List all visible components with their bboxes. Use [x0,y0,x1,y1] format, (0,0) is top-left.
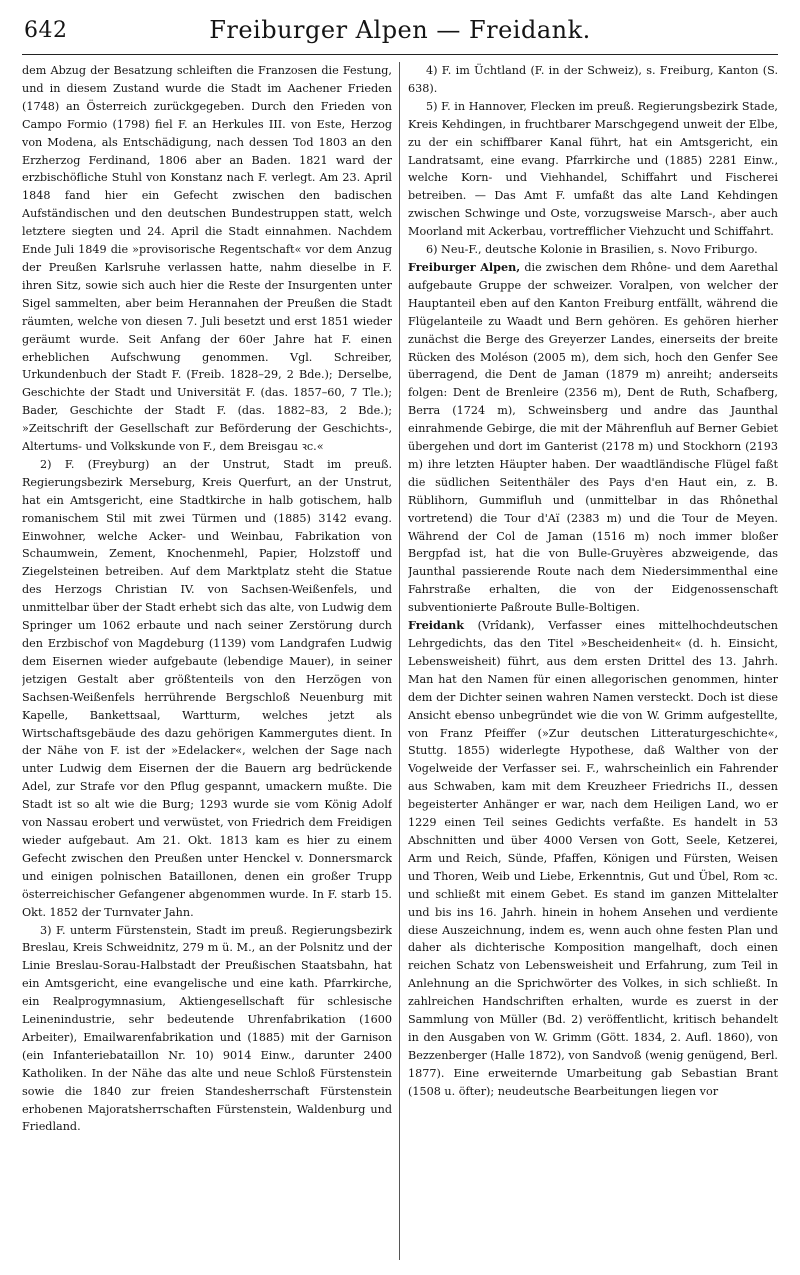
paragraph-freiburg-history: dem Abzug der Besatzung schleiften die Franzosen die Festung, und in diesem Zustand wurde die Stadt im Aachener Frieden (1748) an Österreich zurückgegeben. Durch den Frieden von Campo Formio (1798) fiel F. an Herkules III. von Este, Herzog von Modena, als Entschädigung, nach dessen Tod 1803 an den Erzherzog Ferdinand, 1806 aber an Baden. 1821 ward der erzbischöfliche Stuhl von Konstanz nach F. verlegt. Am 23. April 1848 fand hier ein Gefecht zwischen den badischen Aufständischen und den deutschen Bundestruppen statt, welch letztere siegten und 24. April die Stadt einnahmen. Nachdem Ende Juli 1849 die »provisorische Regentschaft« vor dem Anzug der Preußen Karlsruhe verlassen hatte, nahm dieselbe in F. ihren Sitz, sowie sich auch hier die Reste der Insurgenten unter Sigel sammelten, aber beim Herannahen der Preußen die Stadt räumten, welche von diesen 7. Juli besetzt und erst 1851 wieder geräumt wurde. Seit Anfang der 60er Jahre hat F. einen erheblichen Aufschwung genommen. Vgl. Schreiber, Urkundenbuch der Stadt F. (Freib. 1828–29, 2 Bde.); Derselbe, Geschichte der Stadt und Universität F. (das. 1857–60, 7 Tle.); Bader, Geschichte der Stadt F. (das. 1882–83, 2 Bde.); »Zeitschrift der Gesellschaft zur Beförderung der Geschichts-, Altertums- und Volkskunde von F., dem Breisgau ꝛc.« [22,64,392,454]
entry-freiburger-alpen [408,259,778,617]
paragraph-neu-freiburg: 6) Neu-F., deutsche Kolonie in Brasilien, s. Novo Friburgo. [426,243,758,257]
paragraph-freiburg-fuerstenstein: 3) F. unterm Fürstenstein, Stadt im preuß. Regierungsbezirk Breslau, Kreis Schweidnitz, 279 m ü. M., an der Polsnitz und der Linie Breslau-Sorau-Halbstadt der Preußischen Staatsbahn, hat ein Amtsgericht, eine evangelische und eine kath. Pfarrkirche, ein Realprogymnasium, Aktiengesellschaft für schlesische Leinenindustrie, sehr bedeutende Uhrenfabrikation (1600 Arbeiter), Emailwarenfabrikation und (1885) mit der Garnison (ein Infanteriebataillon Nr. 10) 9014 Einw., darunter 2400 Katholiken. In der Nähe das alte und neue Schloß Fürstenstein sowie die 1840 zur freien Standesherrschaft Fürstenstein erhobenen Majoratsherrschaften Fürstenstein, Waldenburg und Friedland. [22,923,392,1134]
text-columns [22,62,778,1264]
left-column [22,62,392,1264]
paragraph-freiburg-uechtland: 4) F. im Üchtland (F. in der Schweiz), s. Freiburg, Kanton (S. 638). [408,64,778,95]
page-header [22,12,778,55]
right-column [408,62,778,1264]
entry-body: (Vrîdank), Verfasser eines mittelhochdeutschen Lehrgedichts, das den Titel »Bescheidenheit« (d. h. Einsicht, Lebensweisheit) führt, aus dem ersten Drittel des 13. Jahrh. Man hat den Namen für einen allegorischen genommen, hinter dem der Dichter seinen wahren Namen versteckt. Doch ist diese Ansicht ebenso unbegründet wie die von W. Grimm aufgestellte, von Franz Pfeiffer (»Zur deutschen Litteraturgeschichte«, Stuttg. 1855) widerlegte Hypothese, daß Walther von der Vogelweide der Verfasser sei. F., wahrscheinlich ein Fahrender aus Schwaben, kam mit dem Kreuzheer Friedrichs II., dessen begeisterter Anhänger er war, nach dem Heiligen Land, wo er 1229 einen Teil seines Gedichts verfaßte. Es handelt in 53 Abschnitten und über 4000 Versen von Gott, Seele, Ketzerei, Arm und Reich, Sünde, Pfaffen, Königen und Fürsten, Weisen und Thoren, Weib und Liebe, Erkenntnis, Gut und Übel, Rom ꝛc. und schließt mit einem Gebet. Es stand im ganzen Mittelalter und bis ins 16. Jahrh. hinein in hohem Ansehen und verdiente diese Auszeichnung, indem es, wenn auch ohne festen Plan und daher als dichterische Komposition mangelhaft, doch einen reichen Schatz von Lebensweisheit und Erfahrung, zum Teil in Anlehnung an die Sprichwörter des Volkes, in sich schließt. In zahlreichen Handschriften erhalten, wurde es zuerst in der Sammlung von Müller (Bd. 2) veröffentlicht, kritisch behandelt in den Ausgaben von W. Grimm (Gött. 1834, 2. Aufl. 1860), von Bezzenberger (Halle 1872), von Sandvoß (wenig genügend, Berl. 1877). Eine erweiternde Umarbeitung gab Sebastian Brant (1508 u. öfter); neudeutsche Bearbeitungen liegen vor [408,619,778,1098]
column-divider [399,62,400,1260]
paragraph-freiburg-hannover: 5) F. in Hannover, Flecken im preuß. Regierungsbezirk Stade, Kreis Kehdingen, in fruchtbarer Marschgegend unweit der Elbe, zu der ein schiffbarer Kanal führt, hat ein Amtsgericht, ein Landratsamt, eine evang. Pfarrkirche und (1885) 2281 Einw., welche Korn- und Viehhandel, Schiffahrt und Fischerei betreiben. — Das Amt F. umfaßt das alte Land Kehdingen zwischen Schwinge und Oste, vorzugsweise Marsch-, aber auch Moorland mit Ackerbau, vortrefflicher Viehzucht und Schiffahrt. [408,99,778,239]
entry-body: die zwischen dem Rhône- und dem Aarethal aufgebaute Gruppe der schweizer. Voralpen, von welcher der Hauptanteil eben auf den Kanton Freiburg entfällt, während die Flügelanteile zu Waadt und Bern gehören. Es gehören hierher zunächst die Berge des Greyerzer Landes, einerseits der breite Rücken des Moléson (2005 m), dem sich, hoch den Genfer See überragend, die Dent de Jaman (1879 m) anreiht; anderseits folgen: Dent de Brenleire (2356 m), Dent de Ruth, Schafberg, Berra (1724 m), Schweinsberg und andre das Jaunthal einrahmende Gebirge, die mit der Mährenfluh auf Berner Gebiet übergehen und dort im Ganterist (2178 m) und Stockhorn (2193 m) ihre letzten Häupter haben. Der waadtländische Flügel faßt die südlichen Seitenthäler des Pays d'en Haut ein, z. B. Rüblihorn, Gummifluh und (unmittelbar in das Rhônethal vortretend) die Tour d'Aï (2383 m) und die Tour de Meyen. Während der Col de Jaman (1516 m) noch immer bloßer Bergpfad ist, hat die von Bulle-Gruyères abzweigende, das Jaunthal passierende Route nach dem Niedersimmenthal eine Fahrstraße erhalten, die von der Eidgenossenschaft subventionierte Paßroute Bulle-Boltigen. [408,260,778,615]
entry-headword: Freidank [408,618,464,633]
entry-freidank [408,617,778,1100]
page-number: 642 [24,18,68,43]
paragraph-freyburg-unstrut: 2) F. (Freyburg) an der Unstrut, Stadt im preuß. Regierungsbezirk Merseburg, Kreis Querfurt, an der Unstrut, hat ein Amtsgericht, eine Stadtkirche in halb gotischem, halb romanischem Stil mit zwei Türmen und (1885) 3142 evang. Einwohner, welche Acker- und Weinbau, Fabrikation von Schaumwein, Zement, Knochenmehl, Papier, Holzstoff und Ziegelsteinen betreiben. Auf dem Marktplatz steht die Statue des Herzogs Christian IV. von Sachsen-Weißenfels, und unmittelbar über der Stadt erhebt sich das alte, von Ludwig dem Springer um 1062 erbaute und nach seiner Zerstörung durch den Erzbischof von Magdeburg (1139) vom Landgrafen Ludwig dem Eisernen wieder aufgebaute (lebendige Mauer), in seiner jetzigen Gestalt aber größtenteils von den Herzögen von Sachsen-Weißenfels herrührende Bergschloß Neuenburg mit Kapelle, Bankettsaal, Wartturm, welches jetzt als Wirtschaftsgebäude des dazu gehörigen Kammergutes dient. In der Nähe von F. ist der »Edelacker«, welchen der Sage nach unter Ludwig dem Eisernen der die Bauern arg bedrückende Adel, zur Strafe vor den Pflug gespannt, umackern mußte. Die Stadt ist so alt wie die Burg; 1293 wurde sie vom König Adolf von Nassau erobert und verwüstet, von Friedrich dem Freidigen wieder aufgebaut. Am 21. Okt. 1813 kam es hier zu einem Gefecht zwischen den Preußen unter Henckel v. Donnersmarck und einigen polnischen Bataillonen, denen ein großer Trupp österreichischer Gefangener abgenommen wurde. In F. starb 15. Okt. 1852 der Turnvater Jahn. [22,457,392,919]
dictionary-page [22,12,778,1264]
entry-headword: Freiburger Alpen, [408,259,521,274]
running-head: Freiburger Alpen — Freidank. [209,16,591,44]
